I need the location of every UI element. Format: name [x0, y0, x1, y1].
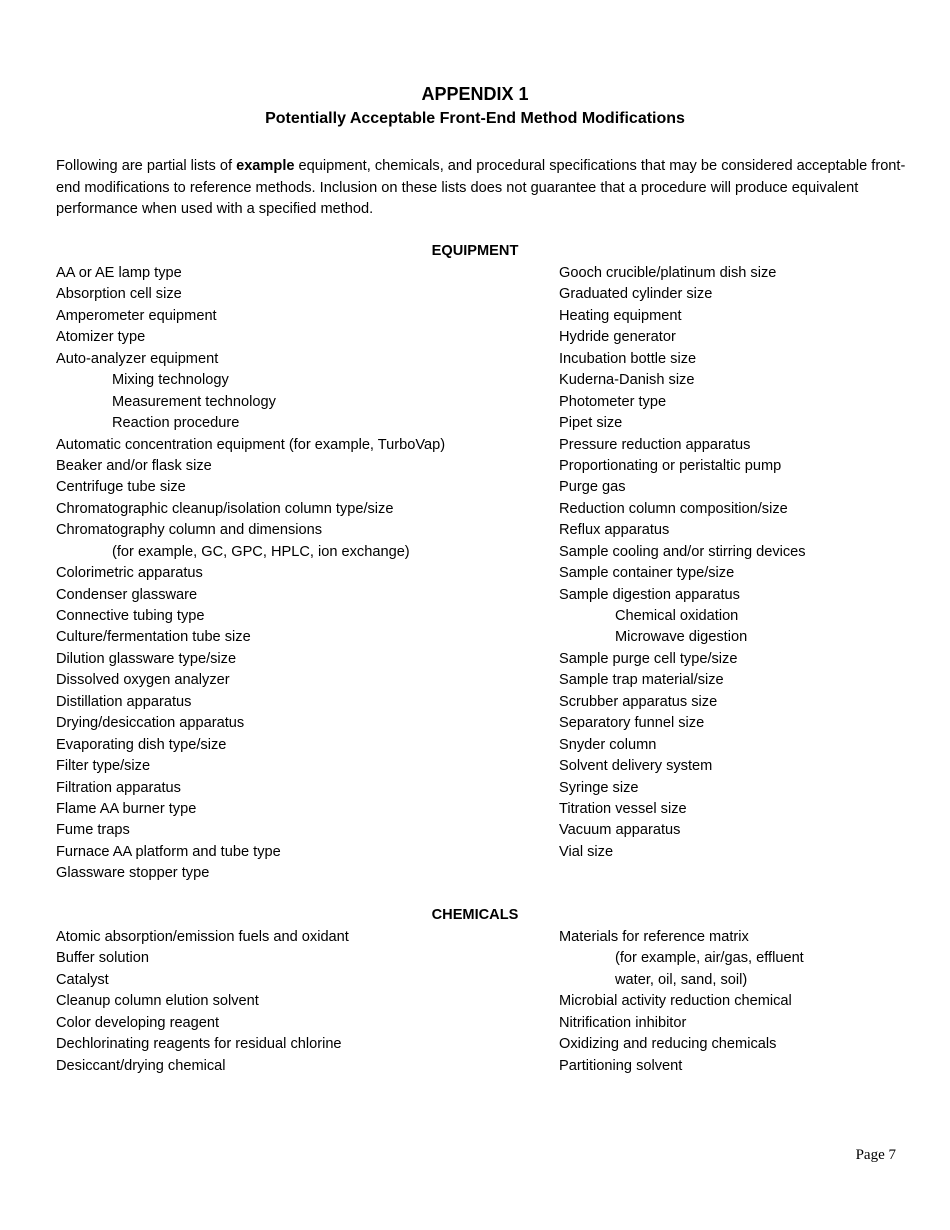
list-item: Colorimetric apparatus — [56, 565, 203, 582]
list-item: Desiccant/drying chemical — [56, 1057, 226, 1074]
list-item: Gooch crucible/platinum dish size — [559, 265, 777, 281]
list-item: Beaker and/or flask size — [56, 457, 212, 474]
list-item: Proportionating or peristaltic pump — [559, 457, 782, 474]
list-item: Chromatographic cleanup/isolation column type/size — [56, 500, 394, 517]
list-item: Furnace AA platform and tube type — [56, 843, 281, 860]
list-item: Sample trap material/size — [559, 672, 724, 689]
list-item: Culture/fermentation tube size — [56, 629, 251, 646]
equipment-list-left — [56, 263, 445, 885]
list-item: Sample digestion apparatus — [559, 586, 740, 603]
chemicals-heading: CHEMICALS — [431, 907, 519, 923]
intro-text-bold: example — [236, 158, 295, 174]
list-item: Materials for reference matrix — [559, 929, 749, 945]
intro-text-end: equipment, chemicals, and procedural specifications that may be considered acceptable front-end modifications to reference methods. Inclusion on these lists does not guarantee that a procedure will produce equivalent performance when used with a specified method. — [56, 158, 906, 217]
list-item: Amperometer equipment — [56, 307, 217, 324]
list-item: Kuderna-Danish size — [559, 372, 695, 389]
list-item: Partitioning solvent — [559, 1057, 683, 1074]
list-item: Reduction column composition/size — [559, 500, 788, 517]
chemicals-list-left — [56, 927, 349, 1077]
list-item: Glassware stopper type — [56, 865, 210, 882]
list-item: Heating equipment — [559, 307, 682, 324]
list-item: Snyder column — [559, 736, 657, 753]
list-item: Pressure reduction apparatus — [559, 436, 751, 453]
list-item: Dilution glassware type/size — [56, 650, 237, 667]
list-item: Automatic concentration equipment (for example, TurboVap) — [56, 436, 446, 453]
list-item: Purge gas — [559, 479, 626, 496]
page-title: APPENDIX 1 — [421, 84, 529, 104]
list-item: Evaporating dish type/size — [56, 736, 227, 753]
list-item: Atomizer type — [56, 329, 146, 346]
list-item: Fume traps — [56, 822, 130, 839]
list-item: Nitrification inhibitor — [559, 1014, 687, 1031]
list-item: Dechlorinating reagents for residual chlorine — [56, 1036, 342, 1053]
list-item: Solvent delivery system — [559, 758, 713, 775]
list-item: Chemical oxidation — [615, 608, 739, 624]
chemicals-list-right — [559, 927, 804, 1077]
list-item: Sample container type/size — [559, 565, 735, 582]
list-item: Microbial activity reduction chemical — [559, 993, 792, 1010]
list-item: Incubation bottle size — [559, 350, 697, 367]
list-item: Microwave digestion — [615, 629, 748, 646]
list-item: Flame AA burner type — [56, 800, 197, 817]
list-item: water, oil, sand, soil) — [615, 971, 748, 988]
list-item: Distillation apparatus — [56, 693, 192, 710]
list-item: Vacuum apparatus — [559, 822, 681, 839]
list-item: Chromatography column and dimensions — [56, 522, 323, 539]
page-subtitle: Potentially Acceptable Front-End Method Modifications — [265, 110, 685, 127]
list-item: Drying/desiccation apparatus — [56, 715, 245, 732]
equipment-heading: EQUIPMENT — [431, 243, 519, 259]
list-item: Hydride generator — [559, 329, 676, 346]
list-item: Catalyst — [56, 971, 109, 988]
list-item: Dissolved oxygen analyzer — [56, 672, 230, 689]
intro-text-start: Following are partial lists of — [56, 158, 237, 174]
list-item: Sample purge cell type/size — [559, 650, 738, 667]
intro-paragraph — [56, 156, 906, 221]
list-item: Reaction procedure — [112, 415, 240, 432]
list-item: Color developing reagent — [56, 1014, 220, 1031]
list-item: Pipet size — [559, 415, 623, 432]
list-item: Atomic absorption/emission fuels and oxidant — [56, 929, 349, 945]
list-item: Centrifuge tube size — [56, 479, 186, 496]
list-item: Sample cooling and/or stirring devices — [559, 543, 806, 560]
list-item: Scrubber apparatus size — [559, 693, 718, 710]
list-item: Separatory funnel size — [559, 715, 705, 732]
list-item: Connective tubing type — [56, 608, 205, 624]
list-item: Photometer type — [559, 393, 667, 410]
equipment-list-right — [559, 263, 806, 863]
list-item: Measurement technology — [112, 393, 276, 410]
list-item: (for example, air/gas, effluent — [615, 950, 804, 967]
list-item: Condenser glassware — [56, 586, 198, 603]
list-item: Filter type/size — [56, 758, 151, 775]
list-item: Oxidizing and reducing chemicals — [559, 1036, 777, 1053]
list-item: Vial size — [559, 843, 614, 860]
list-item: (for example, GC, GPC, HPLC, ion exchange) — [112, 543, 410, 560]
page-number: Page 7 — [855, 1147, 896, 1163]
list-item: Graduated cylinder size — [559, 286, 713, 303]
list-item: Syringe size — [559, 779, 639, 796]
list-item: Reflux apparatus — [559, 522, 670, 539]
list-item: Absorption cell size — [56, 286, 182, 303]
list-item: Titration vessel size — [559, 800, 687, 817]
list-item: AA or AE lamp type — [56, 265, 182, 281]
list-item: Filtration apparatus — [56, 779, 181, 796]
list-item: Buffer solution — [56, 950, 150, 967]
list-item: Auto-analyzer equipment — [56, 350, 219, 367]
list-item: Mixing technology — [112, 372, 229, 389]
list-item: Cleanup column elution solvent — [56, 993, 259, 1010]
